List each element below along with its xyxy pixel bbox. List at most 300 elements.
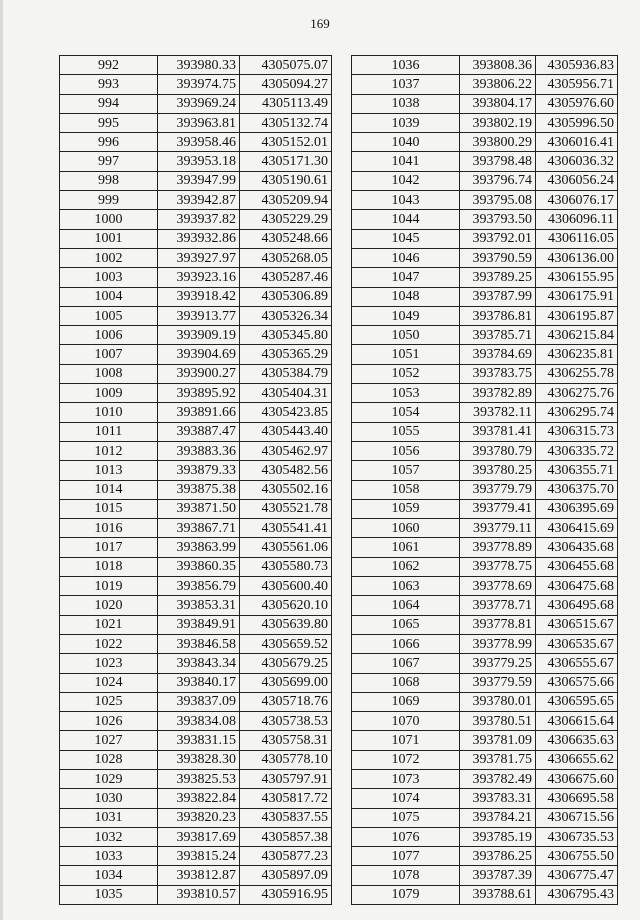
y-coordinate-cell: 4306315.73 [536, 422, 618, 441]
x-coordinate-cell: 393785.19 [460, 827, 536, 846]
x-coordinate-cell: 393779.79 [460, 480, 536, 499]
table-row [60, 152, 332, 171]
table-row [352, 731, 618, 750]
x-coordinate-cell: 393782.49 [460, 769, 536, 788]
table-row [352, 94, 618, 113]
x-coordinate-cell: 393904.69 [158, 345, 240, 364]
table-row [352, 885, 618, 904]
y-coordinate-cell: 4305209.94 [240, 191, 332, 210]
table-row [60, 306, 332, 325]
point-number-cell: 1001 [60, 229, 158, 248]
table-row [60, 847, 332, 866]
x-coordinate-cell: 393846.58 [158, 634, 240, 653]
point-number-cell: 1027 [60, 731, 158, 750]
y-coordinate-cell: 4305699.00 [240, 673, 332, 692]
point-number-cell: 1066 [352, 634, 460, 653]
y-coordinate-cell: 4305443.40 [240, 422, 332, 441]
y-coordinate-cell: 4305718.76 [240, 692, 332, 711]
point-number-cell: 1028 [60, 750, 158, 769]
y-coordinate-cell: 4306036.32 [536, 152, 618, 171]
point-number-cell: 1046 [352, 248, 460, 267]
y-coordinate-cell: 4306775.47 [536, 866, 618, 885]
point-number-cell: 1040 [352, 133, 460, 152]
y-coordinate-cell: 4305679.25 [240, 654, 332, 673]
table-row [352, 519, 618, 538]
coordinate-table-right [351, 55, 618, 905]
table-row [352, 210, 618, 229]
table-row [60, 133, 332, 152]
table-row [60, 364, 332, 383]
x-coordinate-cell: 393958.46 [158, 133, 240, 152]
table-row [352, 364, 618, 383]
point-number-cell: 1029 [60, 769, 158, 788]
point-number-cell: 1038 [352, 94, 460, 113]
y-coordinate-cell: 4305797.91 [240, 769, 332, 788]
point-number-cell: 1069 [352, 692, 460, 711]
y-coordinate-cell: 4305229.29 [240, 210, 332, 229]
point-number-cell: 1018 [60, 557, 158, 576]
x-coordinate-cell: 393800.29 [460, 133, 536, 152]
table-row [352, 480, 618, 499]
table-row [60, 94, 332, 113]
y-coordinate-cell: 4305423.85 [240, 403, 332, 422]
table-row [352, 248, 618, 267]
x-coordinate-cell: 393810.57 [158, 885, 240, 904]
table-row [352, 268, 618, 287]
table-row [352, 56, 618, 75]
point-number-cell: 1044 [352, 210, 460, 229]
point-number-cell: 1024 [60, 673, 158, 692]
y-coordinate-cell: 4306435.68 [536, 538, 618, 557]
x-coordinate-cell: 393779.41 [460, 499, 536, 518]
point-number-cell: 1004 [60, 287, 158, 306]
table-row [60, 673, 332, 692]
y-coordinate-cell: 4306395.69 [536, 499, 618, 518]
table-row [60, 866, 332, 885]
x-coordinate-cell: 393828.30 [158, 750, 240, 769]
x-coordinate-cell: 393817.69 [158, 827, 240, 846]
y-coordinate-cell: 4305132.74 [240, 113, 332, 132]
table-row [352, 171, 618, 190]
x-coordinate-cell: 393781.41 [460, 422, 536, 441]
table-row [352, 615, 618, 634]
y-coordinate-cell: 4305345.80 [240, 326, 332, 345]
y-coordinate-cell: 4305837.55 [240, 808, 332, 827]
y-coordinate-cell: 4306375.70 [536, 480, 618, 499]
point-number-cell: 1019 [60, 577, 158, 596]
y-coordinate-cell: 4305190.61 [240, 171, 332, 190]
x-coordinate-cell: 393778.99 [460, 634, 536, 653]
x-coordinate-cell: 393820.23 [158, 808, 240, 827]
x-coordinate-cell: 393796.74 [460, 171, 536, 190]
y-coordinate-cell: 4306096.11 [536, 210, 618, 229]
table-row [352, 654, 618, 673]
y-coordinate-cell: 4306715.56 [536, 808, 618, 827]
point-number-cell: 1030 [60, 789, 158, 808]
table-row [352, 422, 618, 441]
point-number-cell: 1050 [352, 326, 460, 345]
x-coordinate-cell: 393782.89 [460, 384, 536, 403]
table-row [60, 422, 332, 441]
point-number-cell: 1057 [352, 461, 460, 480]
point-number-cell: 1061 [352, 538, 460, 557]
point-number-cell: 1025 [60, 692, 158, 711]
point-number-cell: 993 [60, 75, 158, 94]
x-coordinate-cell: 393974.75 [158, 75, 240, 94]
y-coordinate-cell: 4305857.38 [240, 827, 332, 846]
coordinate-table-right-body [352, 56, 618, 905]
table-row [60, 538, 332, 557]
table-row [60, 712, 332, 731]
x-coordinate-cell: 393909.19 [158, 326, 240, 345]
table-row [60, 692, 332, 711]
y-coordinate-cell: 4305877.23 [240, 847, 332, 866]
point-number-cell: 1078 [352, 866, 460, 885]
x-coordinate-cell: 393781.75 [460, 750, 536, 769]
point-number-cell: 1016 [60, 519, 158, 538]
point-number-cell: 1010 [60, 403, 158, 422]
x-coordinate-cell: 393883.36 [158, 441, 240, 460]
y-coordinate-cell: 4306735.53 [536, 827, 618, 846]
x-coordinate-cell: 393787.39 [460, 866, 536, 885]
table-row [60, 441, 332, 460]
x-coordinate-cell: 393875.38 [158, 480, 240, 499]
table-row [352, 191, 618, 210]
y-coordinate-cell: 4306675.60 [536, 769, 618, 788]
y-coordinate-cell: 4305113.49 [240, 94, 332, 113]
x-coordinate-cell: 393856.79 [158, 577, 240, 596]
point-number-cell: 1037 [352, 75, 460, 94]
x-coordinate-cell: 393778.71 [460, 596, 536, 615]
y-coordinate-cell: 4306535.67 [536, 634, 618, 653]
x-coordinate-cell: 393953.18 [158, 152, 240, 171]
y-coordinate-cell: 4306295.74 [536, 403, 618, 422]
y-coordinate-cell: 4305600.40 [240, 577, 332, 596]
point-number-cell: 1011 [60, 422, 158, 441]
point-number-cell: 1075 [352, 808, 460, 827]
table-row [60, 885, 332, 904]
page-number: 169 [310, 16, 330, 31]
point-number-cell: 1077 [352, 847, 460, 866]
table-row [352, 634, 618, 653]
y-coordinate-cell: 4305817.72 [240, 789, 332, 808]
point-number-cell: 1034 [60, 866, 158, 885]
table-row [352, 152, 618, 171]
point-number-cell: 1033 [60, 847, 158, 866]
point-number-cell: 1012 [60, 441, 158, 460]
table-row [352, 596, 618, 615]
table-row [60, 615, 332, 634]
y-coordinate-cell: 4305916.95 [240, 885, 332, 904]
y-coordinate-cell: 4305287.46 [240, 268, 332, 287]
x-coordinate-cell: 393853.31 [158, 596, 240, 615]
y-coordinate-cell: 4306795.43 [536, 885, 618, 904]
x-coordinate-cell: 393937.82 [158, 210, 240, 229]
y-coordinate-cell: 4305404.31 [240, 384, 332, 403]
table-row [352, 229, 618, 248]
table-row [352, 538, 618, 557]
table-row [352, 113, 618, 132]
point-number-cell: 997 [60, 152, 158, 171]
y-coordinate-cell: 4306076.17 [536, 191, 618, 210]
x-coordinate-cell: 393783.75 [460, 364, 536, 383]
table-row [60, 480, 332, 499]
x-coordinate-cell: 393789.25 [460, 268, 536, 287]
point-number-cell: 992 [60, 56, 158, 75]
table-row [352, 384, 618, 403]
point-number-cell: 1032 [60, 827, 158, 846]
table-row [60, 769, 332, 788]
y-coordinate-cell: 4305639.80 [240, 615, 332, 634]
x-coordinate-cell: 393927.97 [158, 248, 240, 267]
y-coordinate-cell: 4305268.05 [240, 248, 332, 267]
point-number-cell: 1054 [352, 403, 460, 422]
point-number-cell: 1056 [352, 441, 460, 460]
point-number-cell: 1059 [352, 499, 460, 518]
x-coordinate-cell: 393792.01 [460, 229, 536, 248]
y-coordinate-cell: 4306755.50 [536, 847, 618, 866]
point-number-cell: 1064 [352, 596, 460, 615]
x-coordinate-cell: 393784.69 [460, 345, 536, 364]
x-coordinate-cell: 393947.99 [158, 171, 240, 190]
point-number-cell: 1017 [60, 538, 158, 557]
x-coordinate-cell: 393782.11 [460, 403, 536, 422]
y-coordinate-cell: 4305365.29 [240, 345, 332, 364]
point-number-cell: 1068 [352, 673, 460, 692]
x-coordinate-cell: 393808.36 [460, 56, 536, 75]
y-coordinate-cell: 4305580.73 [240, 557, 332, 576]
y-coordinate-cell: 4305502.16 [240, 480, 332, 499]
table-row [352, 827, 618, 846]
point-number-cell: 1039 [352, 113, 460, 132]
point-number-cell: 1062 [352, 557, 460, 576]
x-coordinate-cell: 393840.17 [158, 673, 240, 692]
x-coordinate-cell: 393900.27 [158, 364, 240, 383]
x-coordinate-cell: 393804.17 [460, 94, 536, 113]
y-coordinate-cell: 4305075.07 [240, 56, 332, 75]
table-row [60, 345, 332, 364]
y-coordinate-cell: 4306455.68 [536, 557, 618, 576]
point-number-cell: 1045 [352, 229, 460, 248]
table-row [352, 75, 618, 94]
table-row [60, 268, 332, 287]
point-number-cell: 1005 [60, 306, 158, 325]
x-coordinate-cell: 393913.77 [158, 306, 240, 325]
scan-edge-shadow [0, 0, 3, 920]
y-coordinate-cell: 4306495.68 [536, 596, 618, 615]
table-row [352, 769, 618, 788]
point-number-cell: 1074 [352, 789, 460, 808]
point-number-cell: 1072 [352, 750, 460, 769]
point-number-cell: 1008 [60, 364, 158, 383]
table-row [60, 596, 332, 615]
x-coordinate-cell: 393969.24 [158, 94, 240, 113]
x-coordinate-cell: 393895.92 [158, 384, 240, 403]
x-coordinate-cell: 393849.91 [158, 615, 240, 634]
point-number-cell: 1051 [352, 345, 460, 364]
point-number-cell: 999 [60, 191, 158, 210]
table-row [60, 326, 332, 345]
point-number-cell: 1035 [60, 885, 158, 904]
table-row [60, 56, 332, 75]
y-coordinate-cell: 4306595.65 [536, 692, 618, 711]
point-number-cell: 994 [60, 94, 158, 113]
x-coordinate-cell: 393778.75 [460, 557, 536, 576]
point-number-cell: 1049 [352, 306, 460, 325]
y-coordinate-cell: 4306056.24 [536, 171, 618, 190]
table-row [60, 384, 332, 403]
table-row [352, 461, 618, 480]
table-row [60, 519, 332, 538]
x-coordinate-cell: 393963.81 [158, 113, 240, 132]
x-coordinate-cell: 393860.35 [158, 557, 240, 576]
table-row [60, 577, 332, 596]
x-coordinate-cell: 393815.24 [158, 847, 240, 866]
y-coordinate-cell: 4305094.27 [240, 75, 332, 94]
table-row [60, 634, 332, 653]
y-coordinate-cell: 4305758.31 [240, 731, 332, 750]
point-number-cell: 1052 [352, 364, 460, 383]
point-number-cell: 1079 [352, 885, 460, 904]
table-row [60, 731, 332, 750]
table-row [60, 210, 332, 229]
table-row [60, 499, 332, 518]
table-row [352, 577, 618, 596]
y-coordinate-cell: 4306475.68 [536, 577, 618, 596]
point-number-cell: 1002 [60, 248, 158, 267]
table-row [60, 461, 332, 480]
y-coordinate-cell: 4305738.53 [240, 712, 332, 731]
point-number-cell: 1013 [60, 461, 158, 480]
table-row [352, 808, 618, 827]
table-row [60, 750, 332, 769]
point-number-cell: 1076 [352, 827, 460, 846]
table-row [352, 712, 618, 731]
x-coordinate-cell: 393891.66 [158, 403, 240, 422]
x-coordinate-cell: 393867.71 [158, 519, 240, 538]
y-coordinate-cell: 4306695.58 [536, 789, 618, 808]
point-number-cell: 1067 [352, 654, 460, 673]
point-number-cell: 1031 [60, 808, 158, 827]
point-number-cell: 1063 [352, 577, 460, 596]
x-coordinate-cell: 393790.59 [460, 248, 536, 267]
y-coordinate-cell: 4306255.78 [536, 364, 618, 383]
point-number-cell: 1009 [60, 384, 158, 403]
y-coordinate-cell: 4306635.63 [536, 731, 618, 750]
y-coordinate-cell: 4305384.79 [240, 364, 332, 383]
x-coordinate-cell: 393788.61 [460, 885, 536, 904]
y-coordinate-cell: 4305152.01 [240, 133, 332, 152]
y-coordinate-cell: 4306575.66 [536, 673, 618, 692]
table-row [352, 673, 618, 692]
x-coordinate-cell: 393871.50 [158, 499, 240, 518]
x-coordinate-cell: 393786.81 [460, 306, 536, 325]
y-coordinate-cell: 4306155.95 [536, 268, 618, 287]
table-row [352, 345, 618, 364]
coordinate-table-left-body [60, 56, 332, 905]
point-number-cell: 1047 [352, 268, 460, 287]
table-row [60, 403, 332, 422]
point-number-cell: 1058 [352, 480, 460, 499]
y-coordinate-cell: 4305306.89 [240, 287, 332, 306]
point-number-cell: 1023 [60, 654, 158, 673]
coordinate-table-left [59, 55, 332, 905]
x-coordinate-cell: 393784.21 [460, 808, 536, 827]
x-coordinate-cell: 393942.87 [158, 191, 240, 210]
point-number-cell: 1070 [352, 712, 460, 731]
point-number-cell: 1043 [352, 191, 460, 210]
point-number-cell: 1071 [352, 731, 460, 750]
point-number-cell: 1026 [60, 712, 158, 731]
x-coordinate-cell: 393863.99 [158, 538, 240, 557]
table-row [352, 326, 618, 345]
y-coordinate-cell: 4306655.62 [536, 750, 618, 769]
table-row [352, 499, 618, 518]
x-coordinate-cell: 393831.15 [158, 731, 240, 750]
x-coordinate-cell: 393780.01 [460, 692, 536, 711]
y-coordinate-cell: 4305541.41 [240, 519, 332, 538]
x-coordinate-cell: 393783.31 [460, 789, 536, 808]
point-number-cell: 1041 [352, 152, 460, 171]
y-coordinate-cell: 4305996.50 [536, 113, 618, 132]
table-row [60, 229, 332, 248]
point-number-cell: 1006 [60, 326, 158, 345]
y-coordinate-cell: 4306136.00 [536, 248, 618, 267]
table-row [352, 557, 618, 576]
x-coordinate-cell: 393879.33 [158, 461, 240, 480]
y-coordinate-cell: 4305482.56 [240, 461, 332, 480]
table-row [352, 441, 618, 460]
x-coordinate-cell: 393837.09 [158, 692, 240, 711]
x-coordinate-cell: 393932.86 [158, 229, 240, 248]
point-number-cell: 1021 [60, 615, 158, 634]
table-row [60, 113, 332, 132]
table-row [60, 287, 332, 306]
x-coordinate-cell: 393785.71 [460, 326, 536, 345]
point-number-cell: 1000 [60, 210, 158, 229]
table-row [352, 789, 618, 808]
x-coordinate-cell: 393779.59 [460, 673, 536, 692]
table-row [60, 248, 332, 267]
point-number-cell: 1042 [352, 171, 460, 190]
x-coordinate-cell: 393918.42 [158, 287, 240, 306]
y-coordinate-cell: 4306215.84 [536, 326, 618, 345]
y-coordinate-cell: 4306335.72 [536, 441, 618, 460]
table-row [352, 133, 618, 152]
table-row [352, 692, 618, 711]
point-number-cell: 1015 [60, 499, 158, 518]
point-number-cell: 1065 [352, 615, 460, 634]
y-coordinate-cell: 4305778.10 [240, 750, 332, 769]
x-coordinate-cell: 393812.87 [158, 866, 240, 885]
y-coordinate-cell: 4305897.09 [240, 866, 332, 885]
y-coordinate-cell: 4305171.30 [240, 152, 332, 171]
point-number-cell: 1073 [352, 769, 460, 788]
point-number-cell: 996 [60, 133, 158, 152]
y-coordinate-cell: 4305956.71 [536, 75, 618, 94]
x-coordinate-cell: 393843.34 [158, 654, 240, 673]
x-coordinate-cell: 393822.84 [158, 789, 240, 808]
x-coordinate-cell: 393923.16 [158, 268, 240, 287]
y-coordinate-cell: 4306275.76 [536, 384, 618, 403]
point-number-cell: 1048 [352, 287, 460, 306]
x-coordinate-cell: 393780.25 [460, 461, 536, 480]
y-coordinate-cell: 4305936.83 [536, 56, 618, 75]
y-coordinate-cell: 4305561.06 [240, 538, 332, 557]
y-coordinate-cell: 4306235.81 [536, 345, 618, 364]
x-coordinate-cell: 393780.79 [460, 441, 536, 460]
y-coordinate-cell: 4306195.87 [536, 306, 618, 325]
